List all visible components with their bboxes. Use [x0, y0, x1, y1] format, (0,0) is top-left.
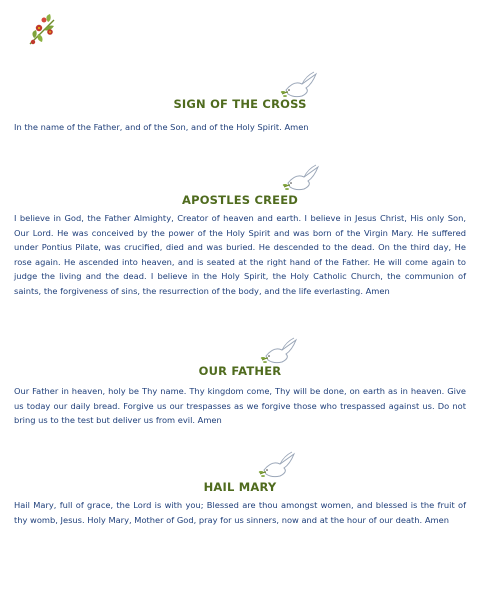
section-heading: HAIL MARY: [203, 480, 277, 494]
prayer-section-our-father: [14, 336, 466, 428]
prayer-text: Hail Mary, full of grace, the Lord is with you; Blessed are thou amongst women, and blessed is the fruit of thy womb, Jesus. Holy Mary, Mother of God, pray for us sinners, now and at the hour of our death. Amen: [14, 500, 466, 525]
prayer-text: I believe in God, the Father Almighty, Creator of heaven and earth. I believe in Jesus Christ, His only Son, Our Lord. He was conceived by the power of the Holy Spirit and was born of the Virgin Mary. He suffered under Pontius Pilate, was crucified, died and was buried. He descended to the dead. On the third day, He rose again. He ascended into heaven, and is seated at the right hand of the Father. He will come again to judge the living and the dead. I believe in the Holy Spirit, the Holy Catholic Church, the communion of saints, the forgiveness of sins, the resurrection of the body, and the life everlasting. Amen: [14, 213, 466, 296]
prayer-text: Our Father in heaven, holy be Thy name. Thy kingdom come, Thy will be done, on earth as in heaven. Give us today our daily bread. Forgive us our trespasses as we forgive those who trespassed against us. Do not bring us to the test but deliver us from evil. Amen: [14, 386, 466, 426]
dove-with-olive-branch-icon: [282, 163, 322, 197]
section-heading: OUR FATHER: [198, 364, 282, 378]
dove-with-olive-branch-icon: [258, 450, 298, 484]
flower-corner-icon: [24, 12, 64, 52]
prayer-section-apostles-creed: [14, 163, 466, 299]
prayer-section-hail-mary: [14, 450, 466, 527]
section-heading: SIGN OF THE CROSS: [173, 97, 307, 111]
section-heading: APOSTLES CREED: [181, 193, 299, 207]
prayer-section-sign-of-the-cross: [14, 70, 466, 135]
prayer-text: In the name of the Father, and of the Son, and of the Holy Spirit. Amen: [14, 122, 309, 132]
